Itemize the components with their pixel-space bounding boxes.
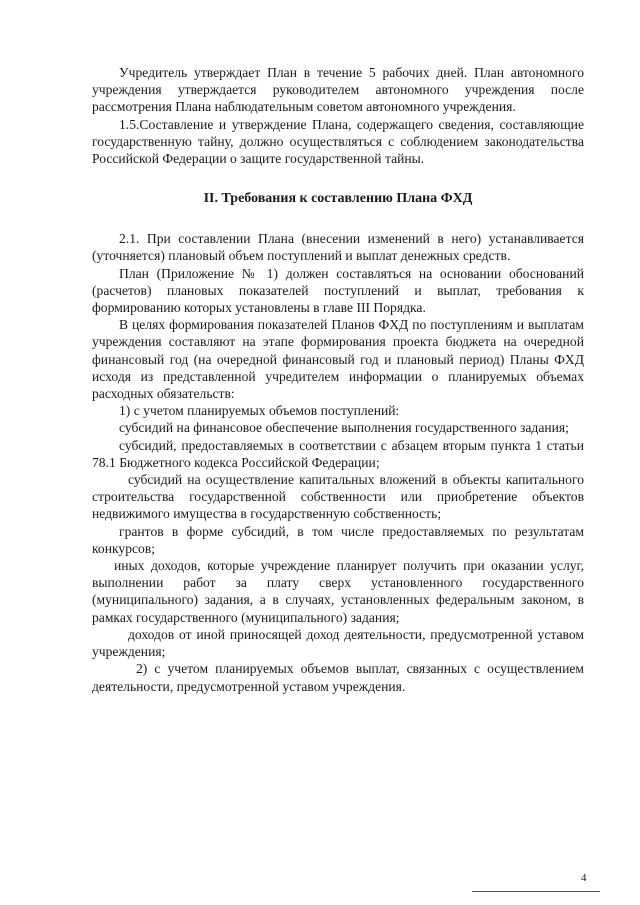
section-heading: II. Требования к составлению Плана ФХД bbox=[203, 191, 473, 207]
paragraph-plan-appendix: План (Приложение № 1) должен составляться на основании обоснований (расчетов) плановых показателей поступлений и выплат, требования к формированию которых установлены в главе III Порядка. bbox=[92, 265, 584, 316]
sub-item-other-activity: доходов от иной приносящей доход деятельности, предусмотренной уставом учреждения; bbox=[92, 626, 584, 660]
sub-item-grants: грантов в форме субсидий, в том числе предоставляемых по результатам конкурсов; bbox=[92, 523, 584, 556]
paragraph-2-1: 2.1. При составлении Плана (внесении изменений в него) устанавливается (уточняется) плановый объем поступлений и выплат денежных средств. bbox=[92, 231, 584, 264]
sub-item-other-income: иных доходов, которые учреждение планирует получить при оказании услуг, выполнении работ за плату сверх установленного государственного (муниципального) задания, а в случаях, установленных федеральным законом, в рамках государственного (муниципального) задания; bbox=[92, 558, 584, 625]
page-number: 4 bbox=[581, 872, 587, 884]
list-item-2: 2) с учетом планируемых объемов выплат, связанных с осуществлением деятельности, предусмотренной уставом учреждения. bbox=[92, 661, 584, 694]
sub-item-subsidies-781: субсидий, предоставляемых в соответствии с абзацем вторым пункта 1 статьи 78.1 Бюджетного кодекса Российской Федерации; bbox=[92, 437, 584, 470]
sub-item-capital: субсидий на осуществление капитальных вложений в объекты капитального строительства государственной собственности или приобретение объектов недвижимого имущества в государственную собственность; bbox=[92, 472, 584, 522]
sub-item-subsidies-task: субсидий на финансовое обеспечение выполнения государственного задания; bbox=[119, 420, 569, 436]
list-item-1: 1) с учетом планируемых объемов поступлений: bbox=[119, 403, 400, 419]
paragraph-formation: В целях формирования показателей Планов ФХД по поступлениям и выплатам учреждения составляют на этапе формирования проекта бюджета на очередной финансовый год (на очередной финансовый год и плановый период) Планы ФХД исходя из представленной учредителем информации о планируемых объемах расходных обязательств: bbox=[92, 317, 584, 402]
document-page bbox=[92, 64, 584, 695]
paragraph-plan-approval: Учредитель утверждает План в течение 5 рабочих дней. План автономного учреждения утверждается руководителем автономного учреждения после рассмотрения Плана наблюдательным советом автономного учреждения. bbox=[92, 65, 584, 115]
footer-rule bbox=[472, 891, 600, 892]
paragraph-1-5: 1.5.Составление и утверждение Плана, содержащего сведения, составляющие государственную тайну, должно осуществляться с соблюдением законодательства Российской Федерации о защите государственной тайны. bbox=[92, 116, 584, 167]
